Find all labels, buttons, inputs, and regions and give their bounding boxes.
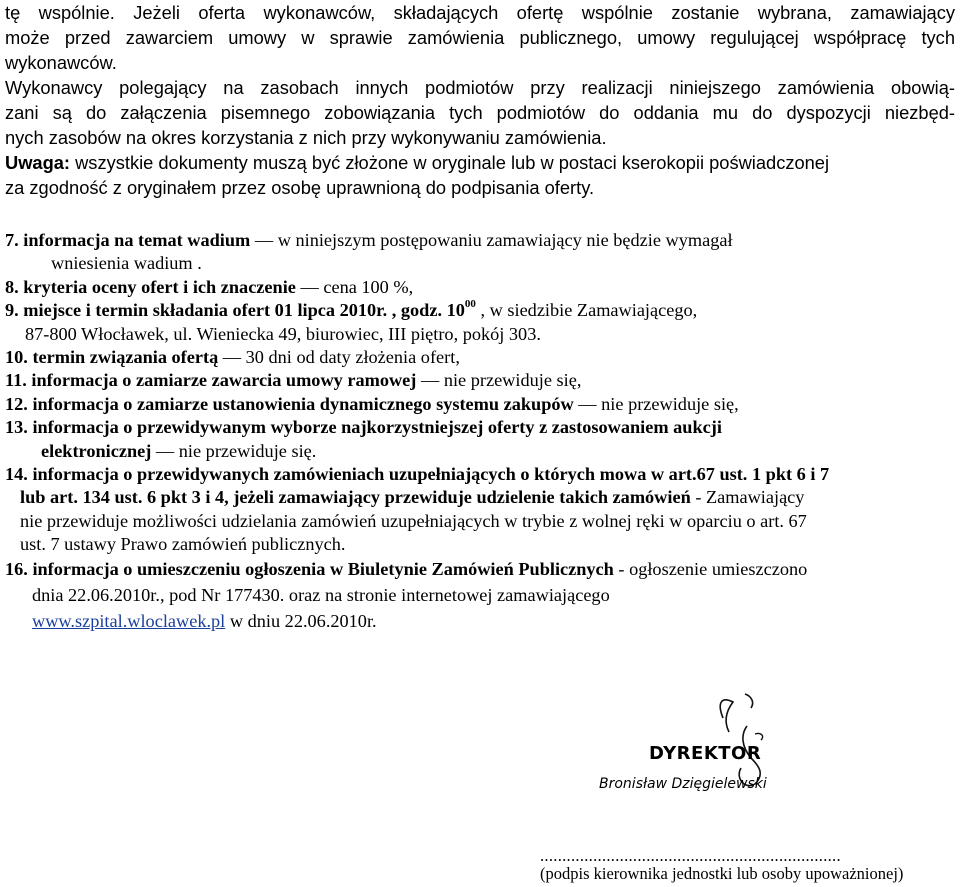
item-text: - Zamawiający [690, 487, 805, 508]
list-item-9 [5, 299, 955, 322]
item-heading: informacja o przewidywanym wyborze najkorzystniejszej oferty z zastosowaniem aukcji [32, 417, 722, 438]
signature-scribble [755, 733, 763, 740]
signature-stamp [595, 688, 795, 793]
item-text: nie przewiduje się, [596, 393, 739, 414]
list-item-16-line-2: dnia 22.06.2010r., pod Nr 177430. oraz na stronie internetowej zamawiającego [32, 584, 610, 605]
item-text: - ogłoszenie umieszczono [613, 559, 808, 580]
signature-line: .................................................................... [540, 846, 841, 864]
item-heading: informacja o przewidywanych zamówieniach uzupełniających o których mowa w art.67 ust. 1 pkt 6 i 7 [32, 463, 830, 484]
item-dash: — [573, 393, 597, 414]
item-heading-cont: lub art. 134 ust. 6 pkt 3 i 4, jeżeli zamawiający przewiduje udzielenie takich zamówień [20, 487, 691, 508]
item-dash: — [218, 346, 242, 367]
item-dash: — [250, 230, 274, 250]
list-item-11 [5, 369, 955, 392]
stamp-name: Bronisław Dzięgielewski [599, 776, 767, 792]
item-heading: informacja o zamiarze ustanowienia dynamicznego systemu zakupów [32, 393, 574, 414]
item-number: 8. [5, 276, 19, 297]
list-item-10 [5, 346, 955, 369]
intro-line-3: wykonawców. [5, 52, 117, 73]
list-item-7-cont: wniesienia wadium . [51, 253, 202, 274]
item-number: 11. [5, 370, 27, 391]
intro-line-4: Wykonawcy polegający na zasobach innych podmiotów przy realizacji niniejszego zamówienia obowią- [5, 77, 955, 98]
stamp-title: DYREKTOR [649, 743, 762, 764]
intro-line-2: może przed zawarciem umowy w sprawie zamówienia publicznego, umowy regulującej współpracę tych [5, 27, 955, 48]
item-superscript: 00 [464, 298, 476, 311]
list-item-16-line-3 [5, 610, 955, 633]
list-item-7 [5, 229, 955, 252]
list-item-13-cont [5, 440, 955, 463]
item-heading: informacja na temat wadium [23, 230, 251, 250]
intro-line-1: tę wspólnie. Jeżeli oferta wykonawców, składających ofertę wspólnie zostanie wybrana, zamawiający [5, 2, 955, 23]
item-number: 12. [5, 393, 28, 414]
item-heading: kryteria oceny ofert i ich znaczenie [23, 276, 296, 297]
item-dash: — [416, 370, 440, 391]
list-item-14-line-3: nie przewiduje możliwości udzielania zamówień uzupełniających w trybie z wolnej ręki w oparciu o art. 67 [20, 510, 807, 531]
item-number: 14. [5, 463, 28, 484]
uwaga-text-1: wszystkie dokumenty muszą być złożone w oryginale lub w postaci kserokopii poświadczonej [70, 152, 830, 173]
item-number: 9. [5, 300, 19, 321]
intro-line-6: nych zasobów na okres korzystania z nich przy wykonywaniu zamówienia. [5, 127, 607, 148]
signature-footer [540, 846, 960, 884]
item-text: w niniejszym postępowaniu zamawiający nie będzie wymagał [273, 230, 733, 250]
item-heading-cont: elektronicznej [41, 440, 152, 461]
list-item-14-line-4: ust. 7 ustawy Prawo zamówień publicznych. [20, 534, 346, 555]
uwaga-label: Uwaga: [5, 152, 71, 173]
website-link[interactable]: www.szpital.wloclawek.pl [32, 611, 226, 632]
item-heading: miejsce i termin składania ofert 01 lipca 2010r. , godz. 10 [23, 300, 465, 321]
numbered-list [5, 229, 955, 634]
item-number: 10. [5, 346, 28, 367]
item-heading: informacja o zamiarze zawarcia umowy ramowej [31, 370, 417, 391]
list-item-14 [5, 463, 955, 486]
uwaga-line-1 [5, 150, 955, 175]
list-item-14-line-2 [5, 486, 955, 509]
item-text: w dniu 22.06.2010r. [225, 611, 377, 632]
item-number: 16. [5, 559, 28, 580]
item-number: 13. [5, 417, 28, 438]
uwaga-line-2: za zgodność z oryginałem przez osobę uprawnioną do podpisania oferty. [5, 177, 595, 198]
signature-scribble [745, 694, 753, 708]
list-item-13 [5, 416, 955, 439]
list-item-16 [5, 558, 955, 581]
intro-section [5, 0, 955, 200]
item-dash: — [295, 276, 319, 297]
item-text: nie przewiduje się, [439, 370, 582, 391]
list-item-8 [5, 276, 955, 299]
item-text: cena 100 %, [318, 276, 414, 297]
item-heading: informacja o umieszczeniu ogłoszenia w Biuletynie Zamówień Publicznych [32, 559, 614, 580]
list-item-9-cont: 87-800 Włocławek, ul. Wieniecka 49, biurowiec, III piętro, pokój 303. [25, 323, 541, 344]
item-number: 7. [5, 230, 19, 250]
item-dash: — [151, 440, 175, 461]
signature-scribble [720, 700, 733, 732]
item-text: nie przewiduje się. [174, 440, 317, 461]
item-text: , w siedzibie Zamawiającego, [475, 300, 698, 321]
item-heading: termin związania ofertą [32, 346, 219, 367]
signature-caption: (podpis kierownika jednostki lub osoby upoważnionej) [540, 864, 904, 883]
item-text: 30 dni od daty złożenia ofert, [241, 346, 460, 367]
intro-line-5: zani są do załączenia pisemnego zobowiązania tych podmiotów do oddania mu do dyspozycji niezbęd- [5, 102, 955, 123]
list-item-12 [5, 393, 955, 416]
